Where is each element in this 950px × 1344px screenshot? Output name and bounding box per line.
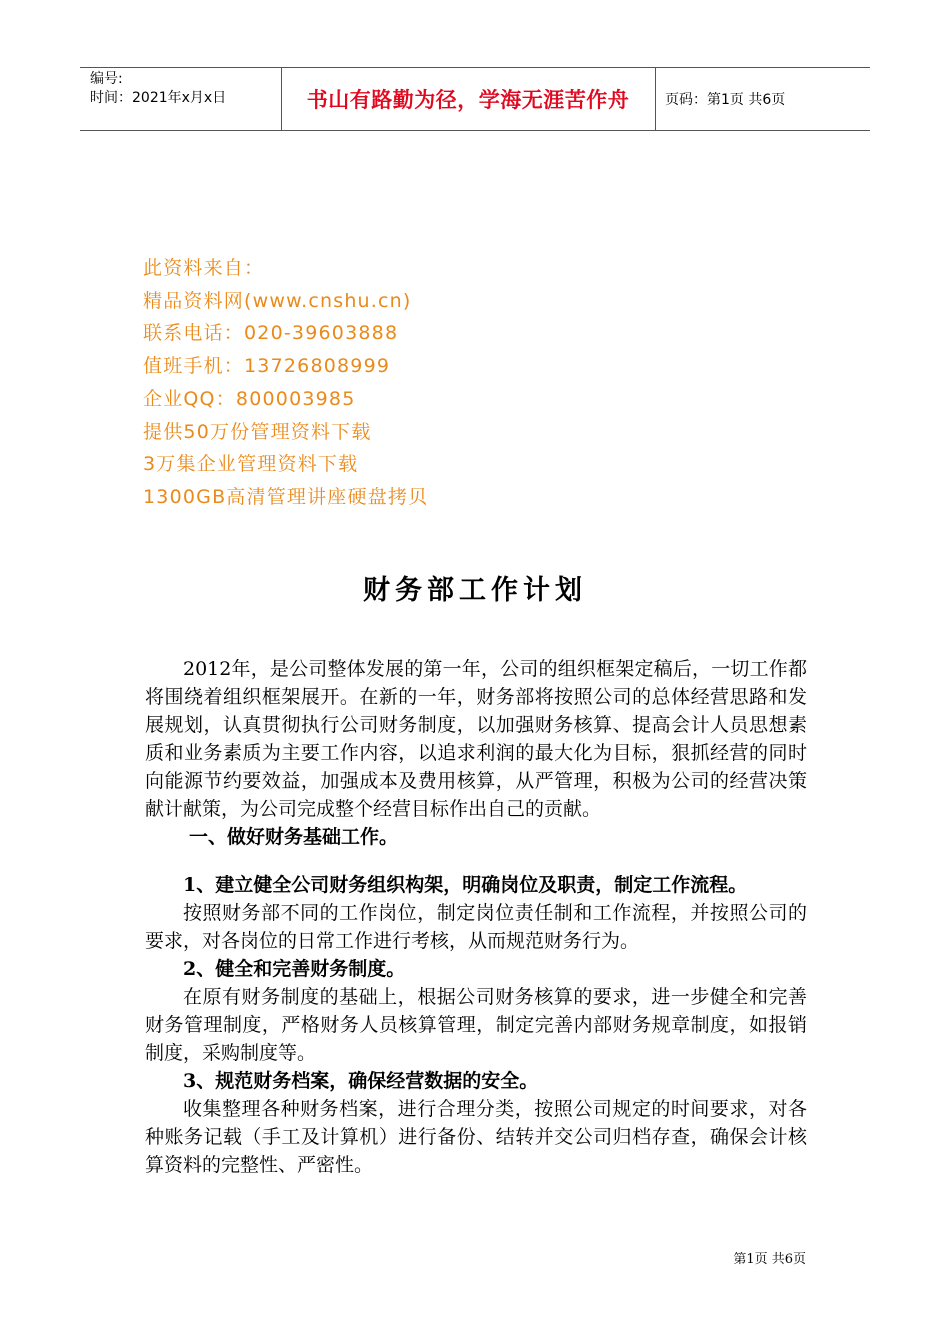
source-line: 3万集企业管理资料下载 [143, 453, 359, 476]
item-heading: 2、健全和完善财务制度。 [183, 958, 406, 980]
document-body [145, 655, 807, 1179]
page-header [80, 67, 870, 131]
item-paragraph: 收集整理各种财务档案，进行合理分类，按照公司规定的时间要求，对各种账务记载（手工及计算机）进行备份、结转并交公司归档存查，确保会计核算资料的完整性、严密性。 [145, 1098, 807, 1176]
header-meta [90, 70, 280, 108]
header-divider [655, 68, 656, 130]
source-line: 值班手机：13726808999 [143, 355, 391, 378]
page-footer: 第1页 共6页 [733, 1252, 806, 1267]
document-time: 时间：2021年x月x日 [90, 90, 227, 106]
item-heading: 1、建立健全公司财务组织构架，明确岗位及职责，制定工作流程。 [183, 874, 748, 896]
source-line: 企业QQ：800003985 [143, 387, 356, 410]
source-line: 1300GB高清管理讲座硬盘拷贝 [143, 485, 429, 508]
document-number-label: 编号: [90, 71, 123, 87]
document-title: 财务部工作计划 [363, 575, 587, 606]
item-paragraph: 按照财务部不同的工作岗位，制定岗位责任制和工作流程，并按照公司的要求，对各岗位的日常工作进行考核，从而规范财务行为。 [145, 902, 807, 952]
intro-paragraph: 2012年，是公司整体发展的第一年，公司的组织框架定稿后，一切工作都将围绕着组织框架展开。在新的一年，财务部将按照公司的总体经营思路和发展规划，认真贯彻执行公司财务制度，以加强财务核算、提高会计人员思想素质和业务素质为主要工作内容，以追求利润的最大化为目标，狠抓经营的同时向能源节约要效益，加强成本及费用核算，从严管理，积极为公司的经营决策献计献策，为公司完成整个经营目标作出自己的贡献。 [145, 658, 807, 820]
source-line: 精品资料网(www.cnshu.cn) [143, 289, 412, 312]
item-paragraph: 在原有财务制度的基础上，根据公司财务核算的要求，进一步健全和完善财务管理制度，严格财务人员核算管理，制定完善内部财务规章制度，如报销制度，采购制度等。 [145, 986, 807, 1064]
header-motto: 书山有路勤为径，学海无涯苦作舟 [306, 88, 630, 112]
item-heading: 3、规范财务档案，确保经营数据的安全。 [183, 1070, 539, 1092]
source-info-block [143, 252, 428, 514]
header-page-info: 页码：第1页 共6页 [665, 92, 786, 108]
section-heading: 一、做好财务基础工作。 [189, 826, 399, 848]
source-line: 此资料来自： [143, 257, 265, 279]
source-line: 提供50万份管理资料下载 [143, 420, 372, 443]
source-line: 联系电话：020-39603888 [143, 322, 399, 345]
